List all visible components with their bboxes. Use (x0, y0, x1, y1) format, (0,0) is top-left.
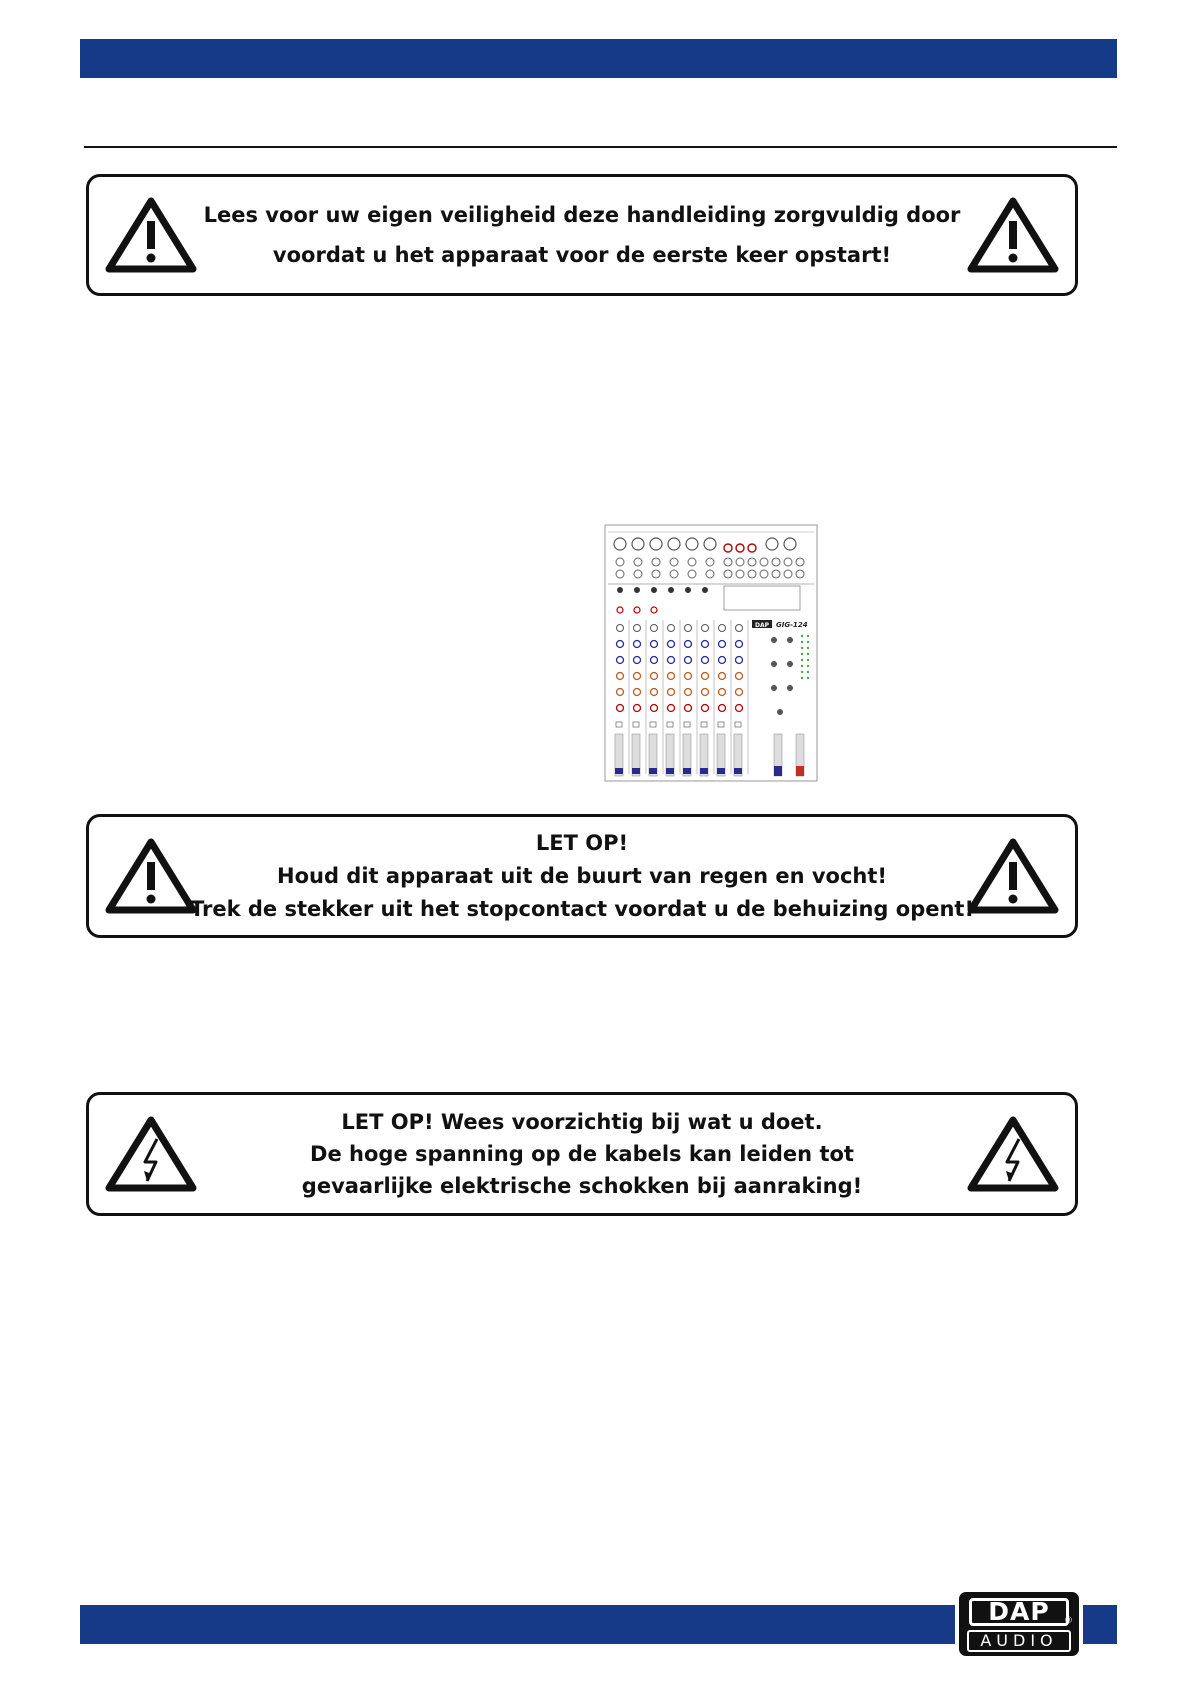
warning-2-line-1: LET OP! (535, 830, 629, 855)
exclamation-warning-icon (105, 196, 197, 274)
logo-sub-text: AUDIO (967, 1630, 1071, 1652)
warning-1-line-2: voordat u het apparaat voor de eerste keer opstart! (272, 243, 892, 267)
dap-audio-logo (955, 1588, 1083, 1660)
divider-rule (84, 146, 1117, 148)
logo-registered-mark: ® (1064, 1616, 1073, 1626)
high-voltage-warning-icon (967, 1115, 1059, 1193)
exclamation-warning-icon (105, 837, 197, 915)
warning-1-line-1: Lees voor uw eigen veiligheid deze handleiding zorgvuldig door (203, 203, 961, 227)
exclamation-warning-icon (967, 837, 1059, 915)
mixer-badge-text: DAP (754, 622, 770, 629)
warning-3-line-1: LET OP! Wees voorzichtig bij wat u doet. (341, 1110, 823, 1134)
warning-3-line-2: De hoge spanning op de kabels kan leiden tot (310, 1142, 854, 1166)
high-voltage-warning-icon (105, 1115, 197, 1193)
warning-box-3 (86, 1092, 1078, 1216)
warning-2-line-3: Trek de stekker uit het stopcontact voordat u de behuizing opent! (189, 896, 975, 921)
warning-box-1 (86, 174, 1078, 296)
warning-box-2 (86, 814, 1078, 938)
warning-2-line-2: Houd dit apparaat uit de buurt van regen en vocht! (277, 863, 887, 888)
logo-brand-text: DAP (969, 1598, 1069, 1626)
mixer-model-text: GIG-124 (776, 621, 808, 629)
exclamation-warning-icon (967, 196, 1059, 274)
header-band (80, 39, 1117, 78)
warning-3-line-3: gevaarlijke elektrische schokken bij aanraking! (301, 1174, 863, 1198)
mixer-product-image (604, 524, 818, 782)
